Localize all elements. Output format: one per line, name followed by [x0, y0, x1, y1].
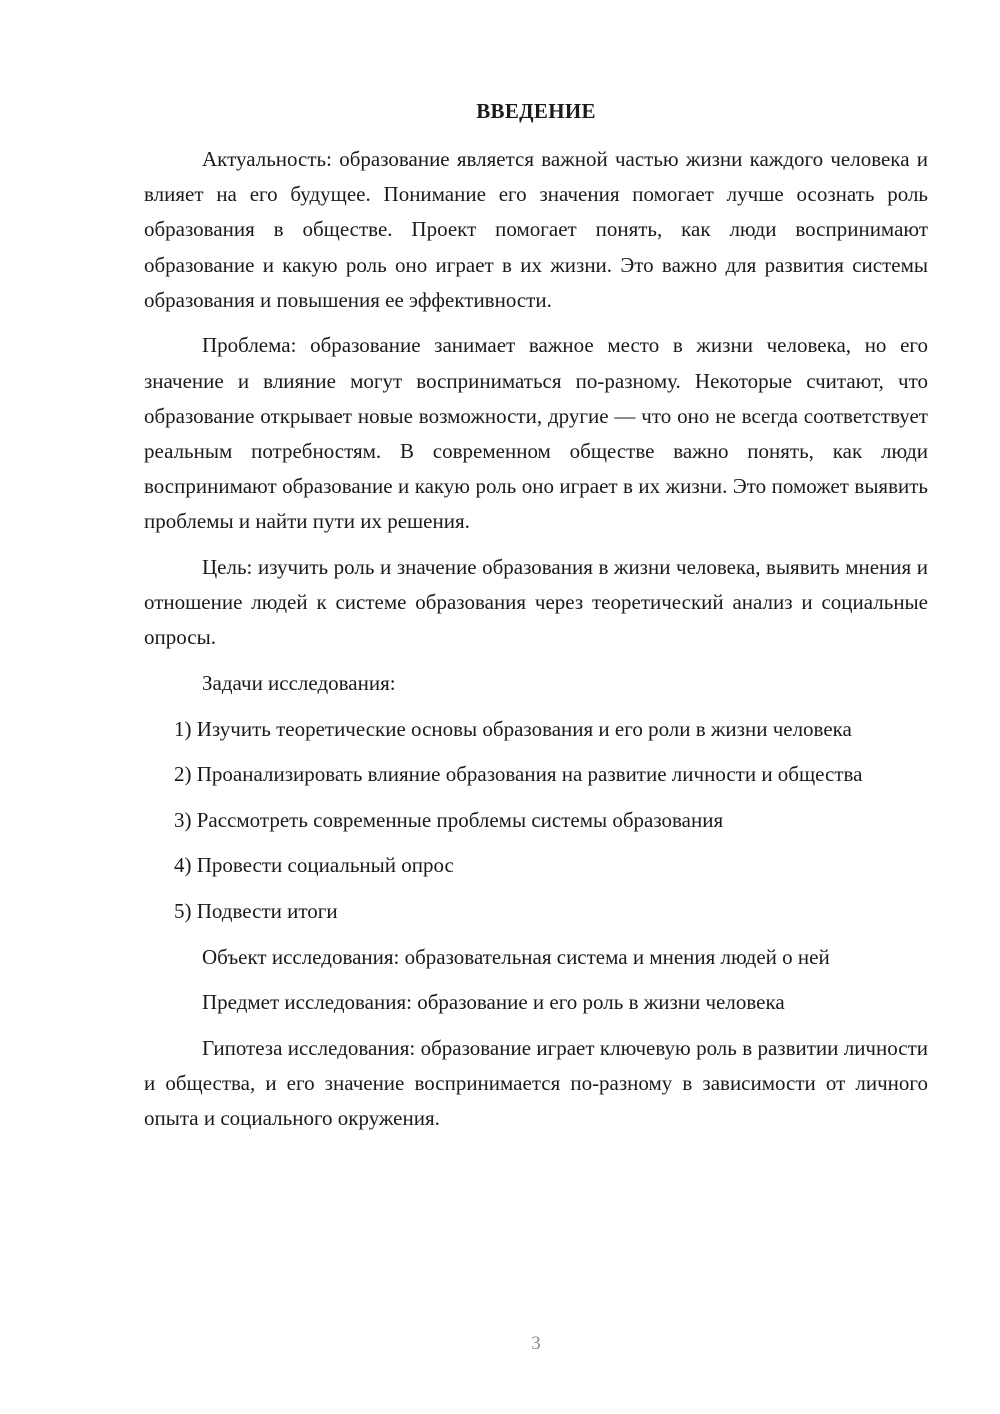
tasks-heading: Задачи исследования: [202, 671, 396, 696]
page-body [144, 142, 928, 1147]
page-number: 3 [531, 1333, 541, 1354]
task-item-5: 5) Подвести итоги [174, 898, 338, 923]
paragraph-subject: Предмет исследования: образование и его роль в жизни человека [202, 990, 785, 1015]
task-item-3: 3) Рассмотреть современные проблемы системы образования [174, 807, 724, 832]
page-title: ВВЕДЕНИЕ [476, 99, 596, 123]
paragraph-hypothesis: Гипотеза исследования: образование играет ключевую роль в развитии личности и общества, и его значение воспринимается по-разному в зависимости от личного опыта и социального окружения. [144, 1035, 928, 1131]
task-item-4: 4) Провести социальный опрос [174, 853, 454, 878]
paragraph-relevance: Актуальность: образование является важной частью жизни каждого человека и влияет на его будущее. Понимание его значения помогает лучше осознать роль образования в обществе. Проект помогает понять, как люди воспринимают образование и какую роль оно играет в их жизни. Это важно для развития системы образования и повышения ее эффективности. [144, 147, 928, 312]
paragraph-object: Объект исследования: образовательная система и мнения людей о ней [202, 944, 830, 969]
task-item-1: 1) Изучить теоретические основы образования и его роли в жизни человека [174, 716, 852, 741]
paragraph-goal: Цель: изучить роль и значение образования в жизни человека, выявить мнения и отношение людей к системе образования через теоретический анализ и социальные опросы. [144, 555, 928, 650]
paragraph-problem: Проблема: образование занимает важное место в жизни человека, но его значение и влияние могут восприниматься по-разному. Некоторые считают, что образование открывает новые возможности, другие — что оно не всегда соответствует реальным потребностям. В современном обществе важно понять, как люди воспринимают образование и какую роль оно играет в их жизни. Это поможет выявить проблемы и найти пути их решения. [144, 333, 928, 534]
task-item-2: 2) Проанализировать влияние образования на развитие личности и общества [174, 762, 863, 787]
